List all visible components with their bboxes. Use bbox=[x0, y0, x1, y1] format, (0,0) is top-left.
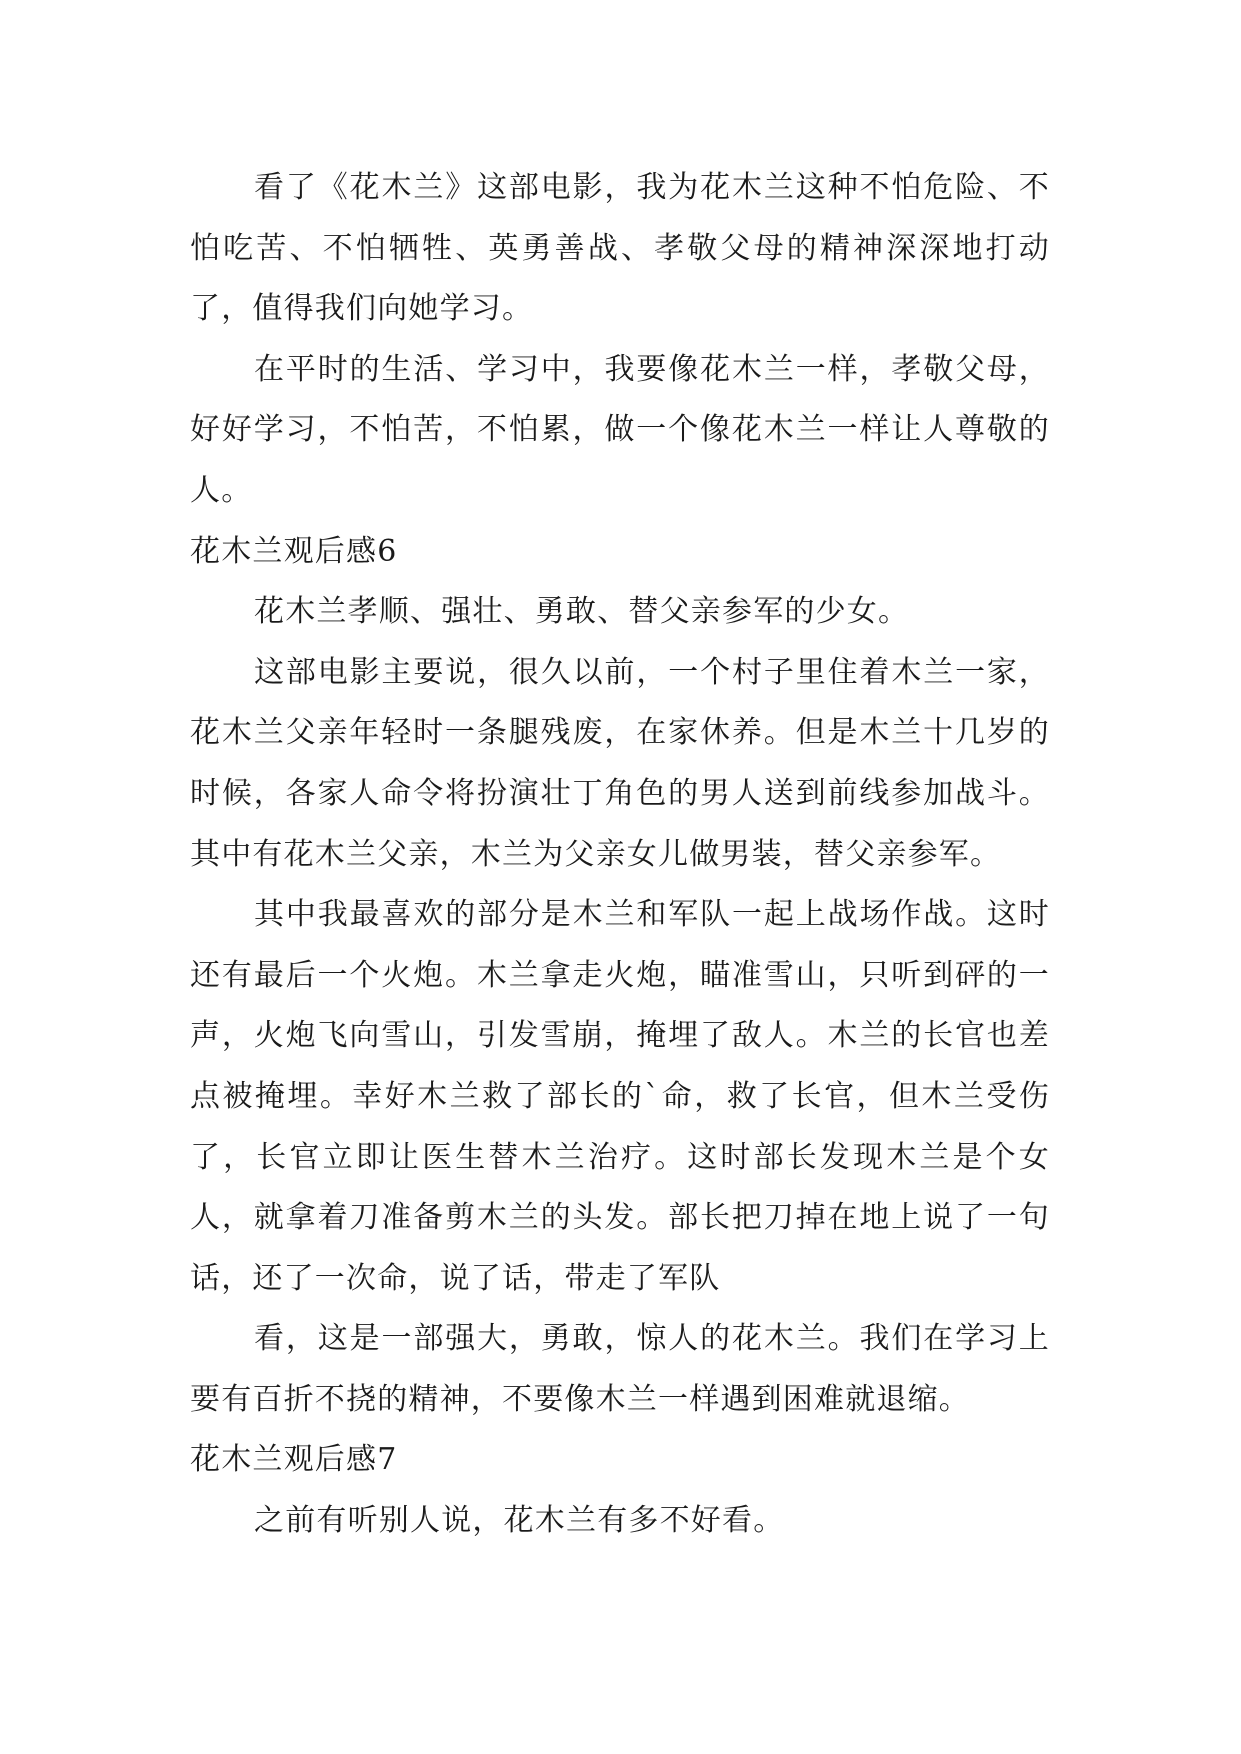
heading-review-7: 花木兰观后感7 bbox=[190, 1442, 398, 1478]
paragraph-plot: 这部电影主要说，很久以前，一个村子里住着木兰一家，花木兰父亲年轻时一条腿残废，在家休养。但是木兰十几岁的时候，各家人命令将扮演壮丁角色的男人送到前线参加战斗。其中有花木兰父亲，木兰为父亲女儿做男装，替父亲参军。 bbox=[190, 654, 1050, 872]
paragraph-daily-life: 在平时的生活、学习中，我要像花木兰一样，孝敬父母，好好学习，不怕苦，不怕累，做一个像花木兰一样让人尊敬的人。 bbox=[190, 351, 1050, 508]
paragraph-conclusion: 看，这是一部强大，勇敢，惊人的花木兰。我们在学习上要有百折不挠的精神，不要像木兰一样遇到困难就退缩。 bbox=[190, 1321, 1050, 1417]
document-body bbox=[190, 158, 1050, 1552]
paragraph-heard-before: 之前有听别人说，花木兰有多不好看。 bbox=[254, 1503, 785, 1539]
paragraph-summary: 花木兰孝顺、强壮、勇敢、替父亲参军的少女。 bbox=[254, 594, 910, 630]
paragraph-favorite-part: 其中我最喜欢的部分是木兰和军队一起上战场作战。这时还有最后一个火炮。木兰拿走火炮，瞄准雪山，只听到砰的一声，火炮飞向雪山，引发雪崩，掩埋了敌人。木兰的长官也差点被掩埋。幸好木兰救了部长的`命，救了长官，但木兰受伤了，长官立即让医生替木兰治疗。这时部长发现木兰是个女人，就拿着刀准备剪木兰的头发。部长把刀掉在地上说了一句话，还了一次命，说了话，带走了军队 bbox=[190, 897, 1050, 1296]
heading-review-6: 花木兰观后感6 bbox=[190, 533, 398, 569]
paragraph-watched-film: 看了《花木兰》这部电影，我为花木兰这种不怕危险、不怕吃苦、不怕牺牲、英勇善战、孝敬父母的精神深深地打动了，值得我们向她学习。 bbox=[190, 170, 1050, 327]
